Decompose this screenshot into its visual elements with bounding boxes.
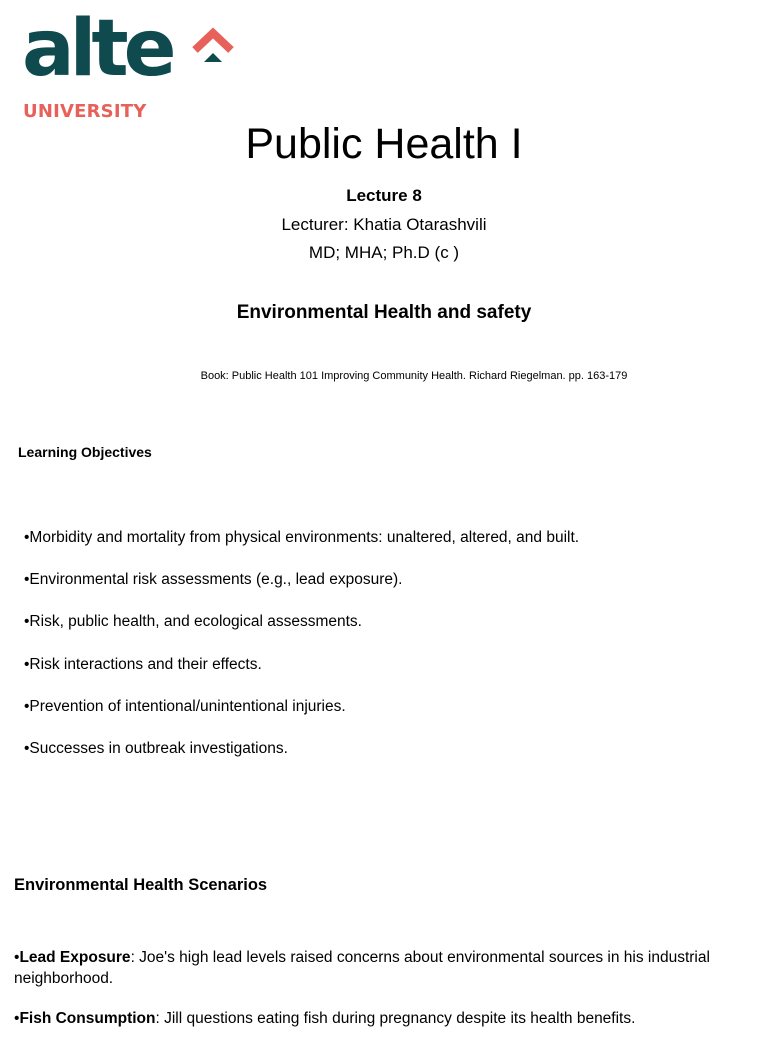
alte-university-logo: [22, 4, 242, 128]
logo-wordmark: alte: [22, 4, 172, 94]
objective-item: •Prevention of intentional/unintentional injuries.: [24, 697, 346, 715]
scenario-bullet: •: [14, 949, 20, 966]
learning-objectives-heading: Learning Objectives: [18, 444, 152, 460]
objective-item: •Morbidity and mortality from physical environments: unaltered, altered, and built.: [24, 529, 580, 546]
scenario-item: [14, 1008, 734, 1029]
book-reference: Book: Public Health 101 Improving Community Health. Richard Riegelman. pp. 163-179: [200, 370, 628, 382]
lecture-number: Lecture 8: [346, 186, 422, 205]
scenario-term: Lead Exposure: [19, 949, 131, 966]
learning-objectives-list: [24, 528, 744, 781]
lecturer-name: Lecturer: Khatia Otarashvili: [281, 215, 487, 234]
scenario-item: [14, 947, 734, 989]
scenario-text: : Joe's high lead levels raised concerns about environmental sources in his industrial neighborhood.: [14, 949, 710, 987]
scenario-bullet: •: [14, 1010, 20, 1027]
lecture-topic: Environmental Health and safety: [236, 302, 532, 323]
scenario-term: Fish Consumption: [19, 1010, 156, 1027]
lecturer-degrees: MD; MHA; Ph.D (c ): [308, 243, 460, 262]
page-title: Public Health I: [245, 120, 523, 168]
logo-university-label: UNIVERSITY: [23, 101, 147, 122]
chevron-up-icon: [190, 24, 240, 66]
scenarios-list: [14, 947, 734, 1048]
scenario-text: : Jill questions eating fish during pregnancy despite its health benefits.: [155, 1010, 636, 1027]
objective-item: •Risk interactions and their effects.: [24, 655, 262, 673]
objective-item: •Risk, public health, and ecological assessments.: [24, 613, 362, 631]
objective-item: •Successes in outbreak investigations.: [24, 739, 288, 757]
objective-item: •Environmental risk assessments (e.g., lead exposure).: [24, 571, 403, 589]
scenarios-heading: Environmental Health Scenarios: [14, 876, 268, 894]
